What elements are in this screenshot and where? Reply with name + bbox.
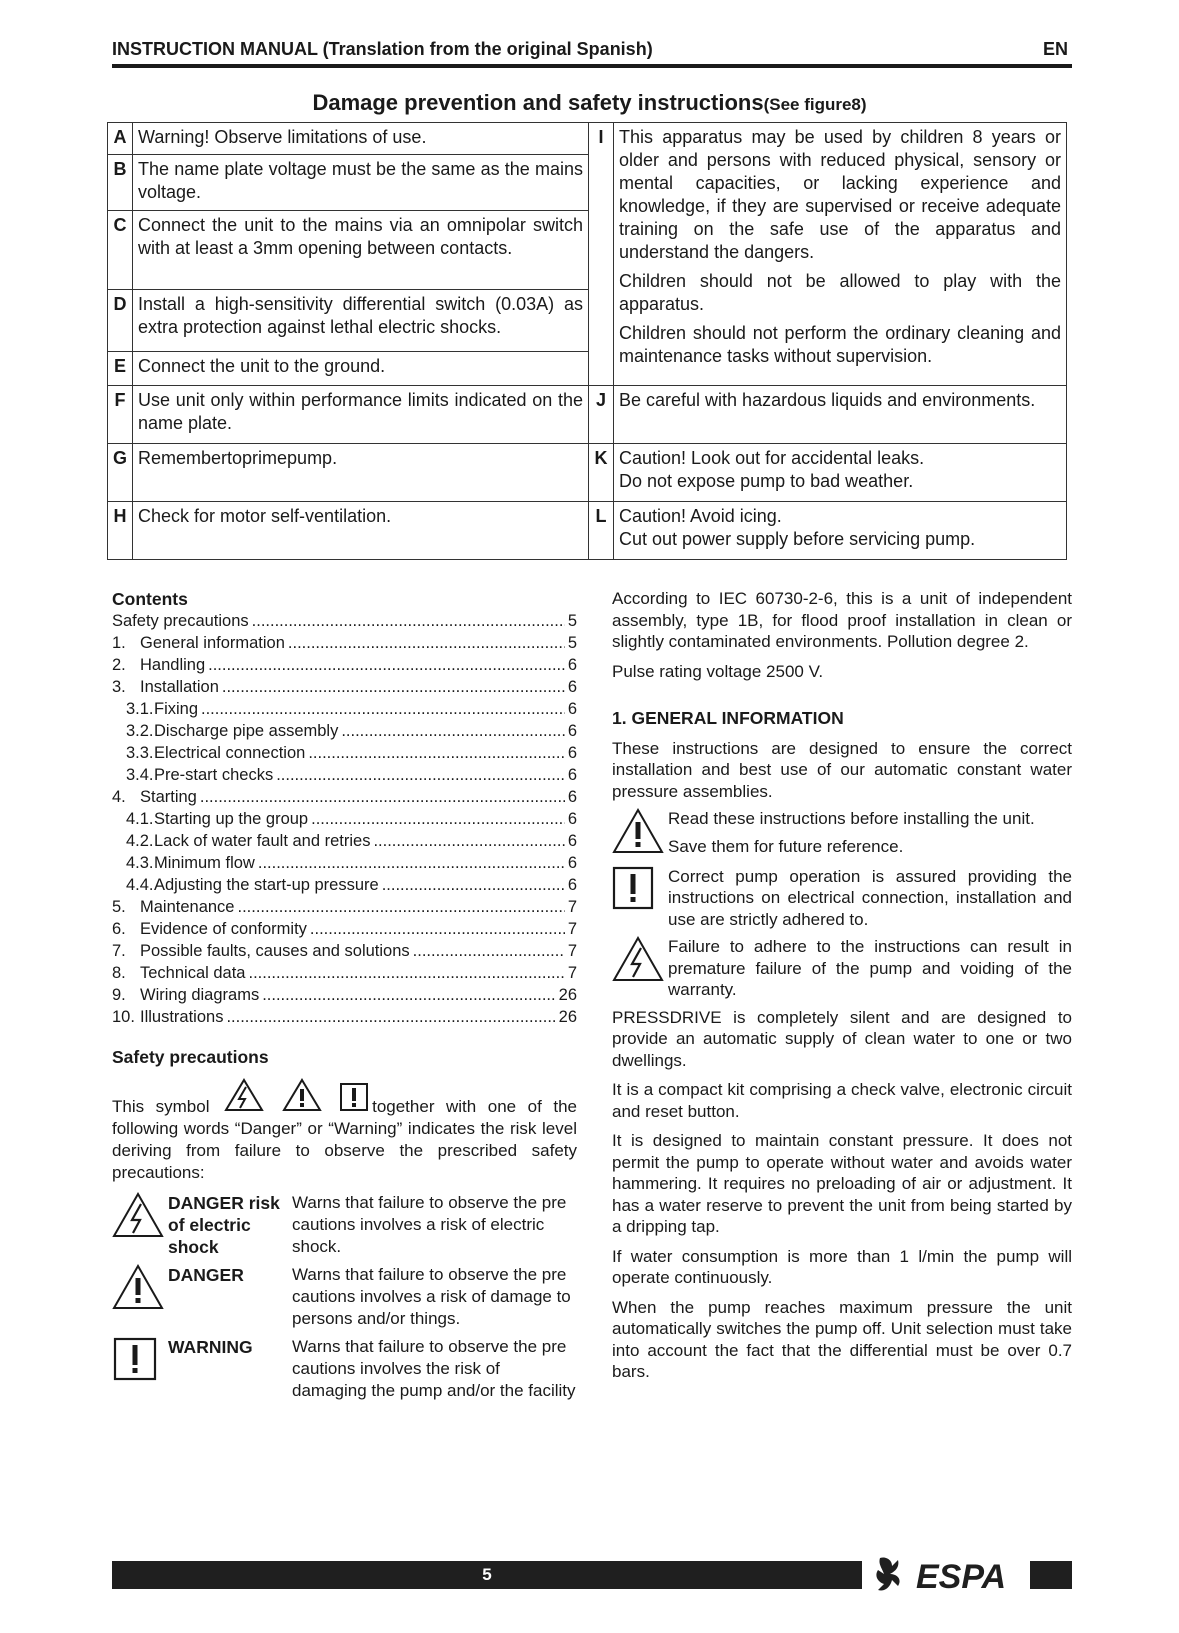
row-letter: I	[589, 123, 614, 386]
general-information-title: 1. GENERAL INFORMATION	[612, 708, 844, 728]
toc-number: 4.1.	[126, 810, 154, 828]
toc-page-number: 6	[567, 854, 577, 872]
table-of-contents	[112, 610, 577, 1028]
toc-page-number: 6	[567, 700, 577, 718]
toc-page-number: 6	[567, 656, 577, 674]
row-text: Remembertoprimepump.	[133, 444, 589, 502]
electric-warning-icon	[612, 936, 668, 1001]
toc-page-number: 6	[567, 876, 577, 894]
legend-electric	[112, 1192, 577, 1258]
row-letter: F	[108, 386, 133, 444]
toc-item	[112, 764, 577, 786]
toc-page-number: 5	[567, 612, 577, 630]
row-letter: B	[108, 155, 133, 211]
row-line: Caution! Avoid icing.	[619, 506, 782, 526]
toc-number: 8.	[112, 964, 126, 982]
toc-leader-dots	[373, 830, 564, 852]
intro-text-a: This symbol	[112, 1097, 210, 1116]
row-text: Use unit only within performance limits indicated on the name plate.	[133, 386, 589, 444]
toc-item	[112, 720, 577, 742]
toc-label: Illustrations	[140, 1008, 224, 1026]
legend-term: DANGER risk of electric shock	[168, 1193, 280, 1257]
toc-number: 3.4.	[126, 766, 154, 784]
toc-number: 3.1.	[126, 700, 154, 718]
description-paragraph: If water consumption is more than 1 l/min the pump will operate continuously.	[612, 1246, 1072, 1287]
safety-table-title	[0, 90, 1179, 116]
toc-label: Maintenance	[140, 898, 235, 916]
toc-item	[112, 962, 577, 984]
toc-page-number: 26	[558, 1008, 577, 1026]
toc-label: Discharge pipe assembly	[154, 722, 339, 740]
toc-label: Minimum flow	[154, 854, 255, 872]
note-text	[668, 808, 1072, 860]
toc-item	[112, 654, 577, 676]
read-text: Read these instructions before installing the unit.	[668, 809, 1035, 828]
toc-label: Installation	[140, 678, 219, 696]
row-letter: H	[108, 502, 133, 560]
toc-number: 4.2.	[126, 832, 154, 850]
row-letter: L	[589, 502, 614, 560]
row-letter: C	[108, 211, 133, 290]
toc-leader-dots	[237, 896, 564, 918]
toc-leader-dots	[252, 610, 565, 632]
legend-danger	[112, 1264, 577, 1330]
toc-number: 5.	[112, 898, 126, 916]
toc-label: Handling	[140, 656, 206, 674]
toc-leader-dots	[208, 654, 565, 676]
row-letter: D	[108, 290, 133, 352]
toc-leader-dots	[311, 808, 565, 830]
toc-item	[112, 742, 577, 764]
toc-page-number: 7	[567, 942, 577, 960]
toc-leader-dots	[226, 1006, 555, 1028]
row-text: Check for motor self-ventilation.	[133, 502, 589, 560]
toc-label: Technical data	[140, 964, 246, 982]
toc-page-number: 6	[567, 810, 577, 828]
toc-label: Fixing	[154, 700, 199, 718]
toc-number: 3.3.	[126, 744, 154, 762]
toc-leader-dots	[200, 786, 565, 808]
toc-leader-dots	[288, 632, 565, 654]
row-i-paragraph: Children should not perform the ordinary cleaning and maintenance tasks without supervision.	[619, 323, 1061, 366]
safety-precautions-intro	[112, 1078, 577, 1184]
row-text: Connect the unit to the mains via an omnipolar switch with at least a 3mm opening between contacts.	[133, 211, 589, 290]
toc-label: Evidence of conformity	[140, 920, 307, 938]
row-text	[614, 386, 1067, 444]
row-letter: J	[589, 386, 614, 444]
toc-number: 1.	[112, 634, 126, 652]
toc-item	[112, 852, 577, 874]
intro-text-b: together with one of the following words “Danger” or “Warning” indicates the risk level deriving from failure to observe the prescribed safety precautions:	[112, 1097, 577, 1182]
toc-leader-dots	[276, 764, 565, 786]
toc-item	[112, 632, 577, 654]
general-warning-icon	[112, 1264, 168, 1330]
toc-number: 7.	[112, 942, 126, 960]
general-warning-icon	[282, 1078, 322, 1118]
toc-item	[112, 808, 577, 830]
safety-instructions-table	[107, 122, 1067, 560]
toc-page-number: 5	[567, 634, 577, 652]
toc-leader-dots	[382, 874, 565, 896]
toc-leader-dots	[262, 984, 555, 1006]
toc-number: 4.4.	[126, 876, 154, 894]
toc-label: Wiring diagrams	[140, 986, 260, 1004]
row-text: The name plate voltage must be the same as the mains voltage.	[133, 155, 589, 211]
failure-note	[612, 936, 1072, 1001]
row-text: Connect the unit to the ground.	[133, 352, 589, 386]
exclamation-box-icon	[612, 866, 668, 931]
toc-number: 10.	[112, 1008, 135, 1026]
toc-leader-dots	[341, 720, 564, 742]
toc-item	[112, 786, 577, 808]
correct-operation-note	[612, 866, 1072, 931]
description-paragraph: When the pump reaches maximum pressure the unit automatically switches the pump off. Unit selection must take into account the fact that the differential must be over 0.7 bars.	[612, 1297, 1072, 1381]
logo-text: ESPA	[916, 1558, 1007, 1596]
read-instructions-note	[612, 808, 1072, 860]
legend-description: Warns that failure to observe the pre cautions involves a risk of electric shock.	[292, 1193, 567, 1256]
toc-label: General information	[140, 634, 285, 652]
row-letter: A	[108, 123, 133, 155]
row-line: Cut out power supply before servicing pump.	[619, 529, 976, 549]
general-warning-icon	[612, 808, 668, 860]
toc-label: Pre-start checks	[154, 766, 274, 784]
toc-leader-dots	[201, 698, 565, 720]
toc-label: Adjusting the start-up pressure	[154, 876, 379, 894]
toc-page-number: 6	[567, 766, 577, 784]
failure-text: Failure to adhere to the instructions can result in premature failure of the pump and voiding of the warranty.	[668, 937, 1072, 999]
row-i-paragraph: Children should not be allowed to play with the apparatus.	[619, 271, 1061, 314]
correct-text: Correct pump operation is assured providing the instructions on electrical connection, installation and use are strictly adhered to.	[668, 866, 1072, 929]
electric-warning-icon	[112, 1192, 168, 1258]
description-paragraph: It is a compact kit comprising a check valve, electronic circuit and reset button.	[612, 1080, 1072, 1121]
row-line: Be careful with hazardous liquids and environments.	[619, 390, 1036, 410]
toc-page-number: 7	[567, 898, 577, 916]
toc-number: 3.2.	[126, 722, 154, 740]
iec-paragraph: According to IEC 60730-2-6, this is a unit of independent assembly, type 1B, for flood proof installation in clean or slightly contaminated environments. Pollution degree 2.	[612, 589, 1072, 651]
toc-label: Safety precautions	[112, 612, 249, 630]
row-i-text	[614, 123, 1067, 386]
toc-page-number: 6	[567, 678, 577, 696]
toc-item	[112, 676, 577, 698]
row-text: Warning! Observe limitations of use.	[133, 123, 589, 155]
exclamation-box-icon	[112, 1336, 168, 1402]
header-language: EN	[1042, 39, 1068, 59]
toc-page-number: 6	[567, 722, 577, 740]
espa-logo-graphic	[872, 1552, 1022, 1598]
toc-page-number: 26	[558, 986, 577, 1004]
row-text: Install a high-sensitivity differential switch (0.03A) as extra protection against lethal electric shocks.	[133, 290, 589, 352]
row-letter: K	[589, 444, 614, 502]
pulse-paragraph: Pulse rating voltage 2500 V.	[612, 661, 824, 681]
description-paragraph: It is designed to maintain constant pressure. It does not permit the pump to operate without water and avoids water hammering. It requires no preloading of air or adjustment. It has a water reserve to prevent the unit from being started by a dripping tap.	[612, 1131, 1072, 1236]
legend-warning	[112, 1336, 577, 1402]
description-paragraph: PRESSDRIVE is completely silent and are designed to provide an automatic supply of clean water to one or two dwellings.	[612, 1007, 1072, 1070]
safety-title-main: Damage prevention and safety instructions	[312, 90, 764, 115]
toc-leader-dots	[249, 962, 565, 984]
toc-number: 3.	[112, 678, 126, 696]
toc-label: Starting up the group	[154, 810, 309, 828]
safety-title-suffix: (See figure8)	[763, 95, 867, 114]
toc-label: Electrical connection	[154, 744, 306, 762]
legend-description: Warns that failure to observe the pre cautions involves a risk of damage to persons and/or things.	[292, 1265, 571, 1328]
toc-page-number: 6	[567, 788, 577, 806]
exclamation-box-icon	[339, 1082, 369, 1118]
toc-item	[112, 610, 577, 632]
legend-description: Warns that failure to observe the pre cautions involves the risk of damaging the pump and/or the facility	[292, 1337, 576, 1400]
footer-end-bar	[1030, 1561, 1072, 1589]
toc-item	[112, 984, 577, 1006]
legend-term: WARNING	[168, 1337, 253, 1357]
safety-precautions-title: Safety precautions	[112, 1047, 269, 1067]
row-letter: E	[108, 352, 133, 386]
toc-leader-dots	[310, 918, 565, 940]
toc-leader-dots	[308, 742, 564, 764]
toc-number: 6.	[112, 920, 126, 938]
electric-warning-icon	[224, 1078, 264, 1118]
toc-leader-dots	[413, 940, 565, 962]
toc-item	[112, 940, 577, 962]
footer-bar	[112, 1561, 862, 1589]
toc-item	[112, 896, 577, 918]
toc-page-number: 7	[567, 920, 577, 938]
toc-item	[112, 698, 577, 720]
toc-page-number: 7	[567, 964, 577, 982]
contents-title: Contents	[112, 589, 188, 609]
toc-number: 9.	[112, 986, 126, 1004]
toc-page-number: 6	[567, 744, 577, 762]
toc-leader-dots	[258, 852, 565, 874]
left-column	[112, 588, 577, 1402]
legend-term: DANGER	[168, 1265, 244, 1285]
row-line: Do not expose pump to bad weather.	[619, 471, 914, 491]
row-letter: G	[108, 444, 133, 502]
toc-item	[112, 830, 577, 852]
espa-logo	[872, 1552, 1022, 1598]
row-text	[614, 444, 1067, 502]
toc-item	[112, 1006, 577, 1028]
toc-leader-dots	[222, 676, 565, 698]
toc-label: Possible faults, causes and solutions	[140, 942, 410, 960]
toc-page-number: 6	[567, 832, 577, 850]
row-text	[614, 502, 1067, 560]
right-column	[612, 588, 1072, 1391]
page-number: 5	[482, 1565, 492, 1584]
row-i-paragraph: This apparatus may be used by children 8 years or older and persons with reduced physical, sensory or mental capacities, or lacking experience and knowledge, if they are supervised or receive adequate training on the safe use of the apparatus and understand the dangers.	[619, 127, 1061, 262]
toc-item	[112, 874, 577, 896]
save-text: Save them for future reference.	[668, 836, 904, 856]
row-line: Caution! Look out for accidental leaks.	[619, 448, 925, 468]
toc-number: 4.3.	[126, 854, 154, 872]
page-header	[112, 36, 1072, 68]
toc-item	[112, 918, 577, 940]
toc-number: 2.	[112, 656, 126, 674]
header-title: INSTRUCTION MANUAL (Translation from the original Spanish)	[112, 39, 653, 59]
toc-number: 4.	[112, 788, 126, 806]
general-intro: These instructions are designed to ensure the correct installation and best use of our automatic constant water pressure assemblies.	[612, 738, 1072, 801]
toc-label: Starting	[140, 788, 197, 806]
toc-label: Lack of water fault and retries	[154, 832, 371, 850]
